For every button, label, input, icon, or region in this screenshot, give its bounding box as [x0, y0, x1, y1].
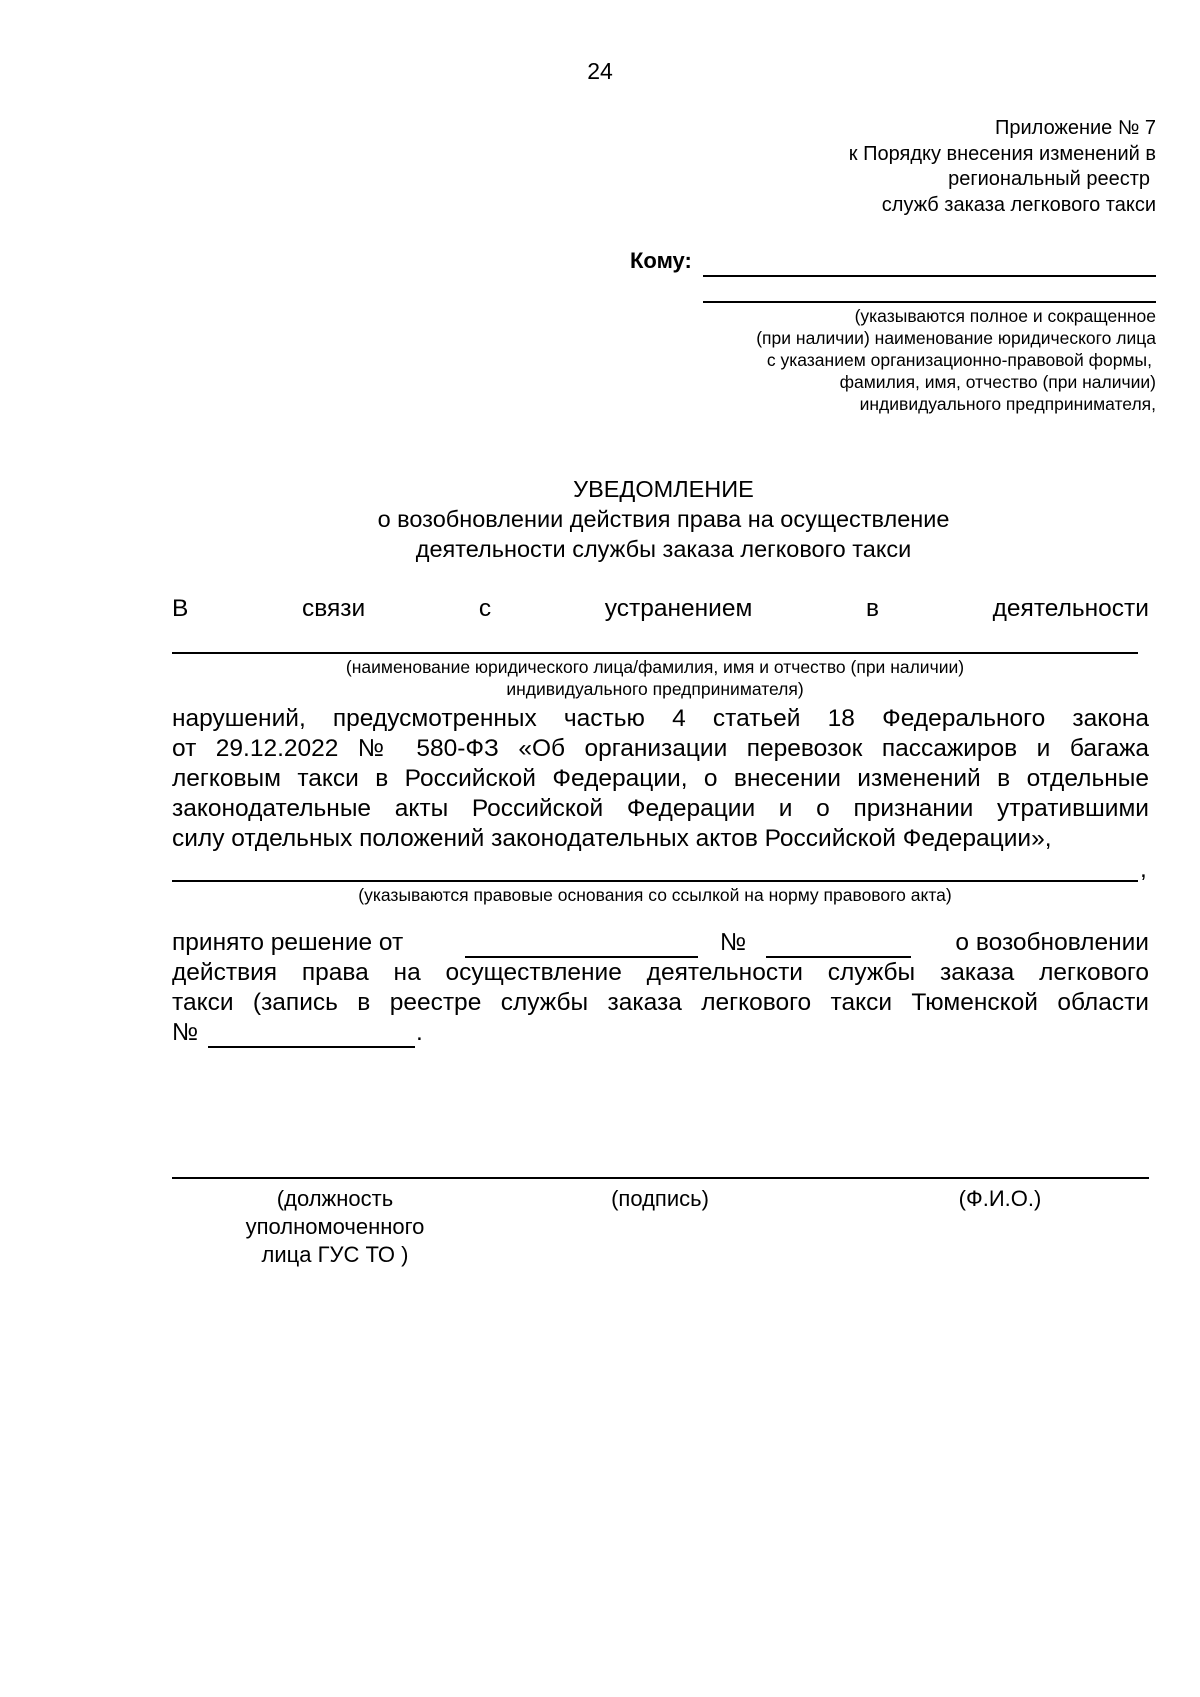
decision-date-field[interactable] — [465, 928, 698, 958]
entity-hint-line: (наименование юридического лица/фамилия, имя и отчество (при наличии) — [345, 657, 965, 677]
intro-line — [172, 595, 1149, 623]
signature-position-label — [200, 1185, 470, 1269]
paragraph-line: нарушений, предусмотренных частью 4 статьей 18 Федерального закона — [172, 705, 1149, 732]
paragraph-line: силу отдельных положений законодательных актов Российской Федерации», — [172, 825, 1052, 852]
intro-word: в — [865, 595, 879, 622]
legal-basis-comma: , — [1140, 856, 1147, 883]
paragraph-line: законодательные акты Российской Федерации и о признании утратившими — [172, 795, 1149, 822]
appendix-line: служб заказа легкового такси — [881, 193, 1156, 216]
paragraph-line: легковым такси в Российской Федерации, о внесении изменений в отдельные — [172, 765, 1149, 792]
decision-text: принято решение от — [172, 929, 404, 956]
appendix-line: региональный реестр — [948, 168, 1150, 190]
page-number: 24 — [587, 58, 613, 84]
decision-paragraph — [172, 958, 1149, 1018]
entity-name-field[interactable] — [172, 625, 1138, 654]
recipient-hint-line: (при наличии) наименование юридического лица — [756, 328, 1156, 348]
recipient-label: Кому: — [630, 248, 692, 273]
intro-word: деятельности — [992, 595, 1149, 622]
recipient-hint-line: (указываются полное и сокращенное — [854, 306, 1156, 326]
registry-number-field[interactable] — [208, 1018, 415, 1048]
signature-sign-label: (подпись) — [611, 1186, 709, 1211]
title-subtitle-2: деятельности службы заказа легкового такси — [415, 536, 912, 562]
appendix-line: Приложение № 7 — [995, 117, 1156, 139]
entity-name-hint — [172, 656, 1138, 700]
decision-text-end: о возобновлении — [955, 929, 1149, 956]
recipient-hint-line: с указанием организационно-правовой формы, — [766, 350, 1152, 370]
paragraph-line: действия права на осуществление деятельности службы заказа легкового — [172, 959, 1149, 986]
recipient-hint — [756, 305, 1156, 415]
registry-number-sign: № — [172, 1019, 199, 1046]
recipient-field-line-1[interactable] — [703, 252, 1156, 277]
paragraph-line: от 29.12.2022 № 580-ФЗ «Об организации перевозок пассажиров и багажа — [172, 735, 1149, 762]
position-label-line: лица ГУС ТО ) — [261, 1242, 409, 1267]
position-label-line: (должность — [276, 1186, 394, 1211]
decision-number-sign: № — [720, 929, 747, 956]
intro-word: связи — [302, 595, 366, 622]
entity-hint-line: индивидуального предпринимателя) — [506, 679, 804, 699]
appendix-reference — [849, 116, 1156, 218]
recipient-hint-line: индивидуального предпринимателя, — [859, 394, 1156, 414]
title-main: УВЕДОМЛЕНИЕ — [573, 476, 754, 502]
legal-basis-field[interactable] — [172, 853, 1138, 882]
title-subtitle-1: о возобновлении действия права на осуществление — [377, 506, 950, 532]
position-label-line: уполномоченного — [245, 1214, 425, 1239]
intro-word: устранением — [604, 595, 753, 622]
signature-line[interactable] — [172, 1150, 1149, 1179]
signature-name-label: (Ф.И.О.) — [958, 1186, 1042, 1211]
recipient-hint-line: фамилия, имя, отчество (при наличии) — [839, 372, 1156, 392]
decision-number-field[interactable] — [766, 928, 911, 958]
violations-paragraph — [172, 704, 1149, 854]
intro-word: В — [172, 595, 189, 622]
registry-number-period: . — [416, 1019, 423, 1046]
document-title — [0, 474, 1200, 564]
legal-basis-hint: (указываются правовые основания со ссылкой на норму правового акта) — [358, 885, 952, 905]
appendix-line: к Порядку внесения изменений в — [848, 142, 1156, 165]
recipient-field-line-2[interactable] — [703, 278, 1156, 303]
intro-word: с — [478, 595, 492, 622]
paragraph-line: такси (запись в реестре службы заказа легкового такси Тюменской области — [172, 989, 1149, 1016]
